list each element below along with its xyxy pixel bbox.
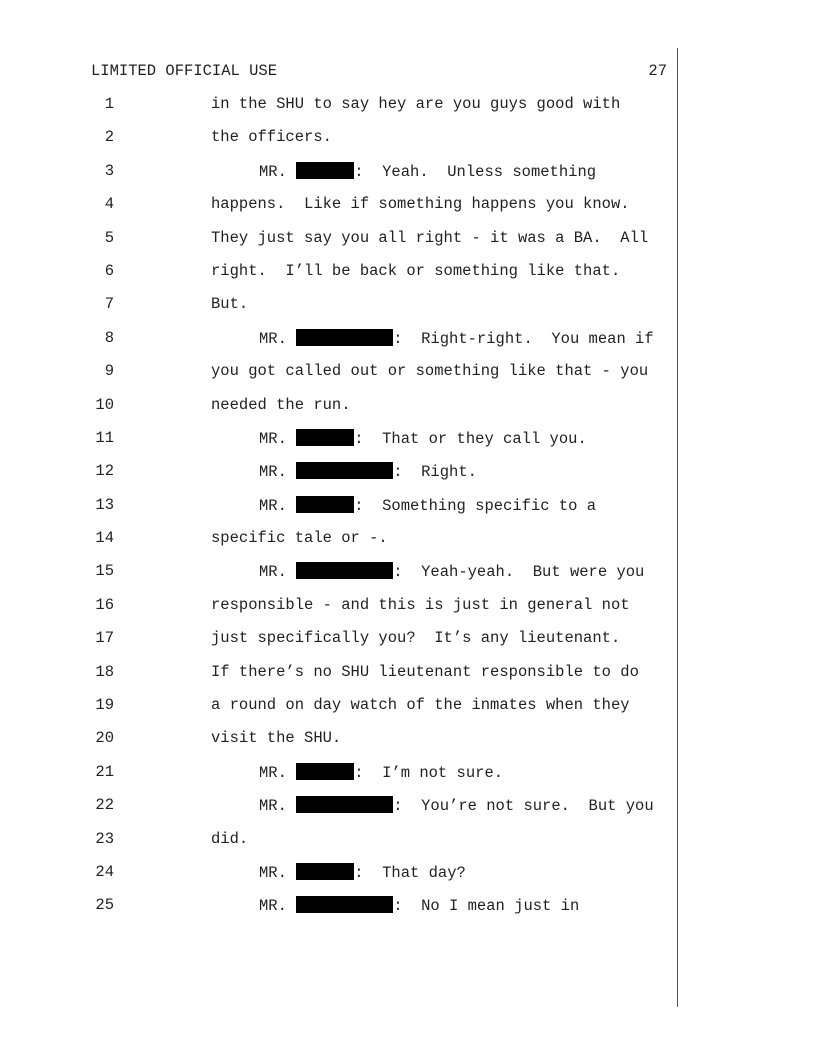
speaker-label: MR. [259,496,287,515]
transcript-line [0,830,816,863]
line-text [259,896,579,915]
transcript-line [0,863,816,896]
line-content: If there’s no SHU lieutenant responsible to do [211,662,639,681]
transcript-line [0,329,816,362]
line-content: needed the run. [211,395,351,414]
speaker-label: MR. [259,863,287,882]
line-content: just specifically you? It’s any lieutenant. [211,629,621,648]
transcript-line [0,462,816,495]
line-text [211,229,648,247]
line-content: you got called out or something like that - you [211,362,649,381]
speaker-label: MR. [259,463,287,482]
line-content: visit the SHU. [211,729,342,748]
line-content: : I’m not sure. [354,763,504,782]
line-text [259,863,466,882]
line-text [259,496,596,515]
line-content: specific tale or -. [211,529,388,548]
line-number: 24 [95,862,114,881]
line-text [211,830,248,848]
transcript-line [0,729,816,762]
transcript-line [0,796,816,829]
redaction-box [296,162,354,179]
line-text [211,529,388,547]
transcript-line [0,629,816,662]
line-content: did. [211,829,249,848]
line-content: : Right. [393,463,477,482]
line-text [211,696,630,714]
line-content: right. I’ll be back or something like that. [211,261,621,280]
line-number: 3 [104,161,114,180]
line-content: : Right-right. You mean if [393,329,654,348]
line-number: 7 [104,295,114,314]
transcript-line [0,529,816,562]
transcript-line [0,195,816,228]
line-number: 9 [104,362,114,381]
line-text [259,329,654,348]
line-text [211,362,648,380]
transcript-line [0,596,816,629]
line-text [211,262,620,280]
transcript-line [0,663,816,696]
line-content: : No I mean just in [393,897,580,916]
line-text [211,596,630,614]
transcript-line [0,229,816,262]
line-text [259,562,644,581]
transcript-line [0,262,816,295]
line-text [211,663,639,681]
line-text [211,396,351,414]
speaker-label: MR. [259,763,287,782]
line-number: 13 [95,495,114,514]
line-content: happens. Like if something happens you know. [211,195,630,214]
transcript-line [0,429,816,462]
page-number: 27 [648,62,667,80]
line-text [211,729,341,747]
line-text [259,796,654,815]
redaction-box [296,329,393,346]
line-text [211,95,620,113]
line-number: 1 [104,95,114,113]
line-content: : That or they call you. [354,429,587,448]
transcript-line [0,128,816,161]
line-number: 19 [95,696,114,715]
line-content: a round on day watch of the inmates when they [211,696,630,715]
line-number: 6 [104,261,114,280]
line-number: 12 [95,462,114,481]
line-content: : Yeah. Unless something [354,162,597,181]
redaction-box [296,462,393,479]
line-text [259,462,477,481]
line-text [259,162,596,181]
line-number: 22 [95,796,114,815]
speaker-label: MR. [259,162,287,181]
line-text [211,128,332,146]
line-number: 11 [95,428,114,447]
line-number: 4 [104,195,114,214]
line-number: 21 [95,762,114,781]
redaction-box [296,796,393,813]
line-text [211,295,248,313]
transcript-line [0,95,816,128]
line-content: : That day? [354,863,466,882]
redaction-box [296,863,354,880]
line-number: 17 [95,629,114,648]
line-content: responsible - and this is just in general not [211,595,630,614]
line-number: 8 [104,328,114,347]
transcript-line [0,295,816,328]
transcript-line [0,562,816,595]
transcript-line [0,396,816,429]
line-number: 2 [104,128,114,147]
transcript-line [0,696,816,729]
classification-header: LIMITED OFFICIAL USE [91,62,278,80]
redaction-box [296,429,354,446]
speaker-label: MR. [259,897,287,916]
line-number: 16 [95,595,114,614]
transcript-line [0,362,816,395]
line-number: 18 [95,662,114,681]
transcript-line [0,896,816,929]
line-content: They just say you all right - it was a BA. All [211,228,649,247]
redaction-box [296,896,393,913]
redaction-box [296,496,354,513]
line-number: 15 [95,562,114,581]
line-text [259,429,587,448]
line-content: in the SHU to say hey are you guys good with [211,95,621,113]
speaker-label: MR. [259,429,287,448]
speaker-label: MR. [259,563,287,582]
redaction-box [296,763,354,780]
line-text [259,763,503,782]
line-number: 14 [95,529,114,548]
line-number: 25 [95,896,114,915]
line-number: 5 [104,228,114,247]
line-content: : You’re not sure. But you [393,797,654,816]
speaker-label: MR. [259,797,287,816]
line-text [211,195,630,213]
speaker-label: MR. [259,329,287,348]
line-content: the officers. [211,128,332,147]
line-text [211,629,620,647]
transcript-lines [0,95,816,930]
line-content: : Yeah-yeah. But were you [393,563,645,582]
transcript-line [0,496,816,529]
line-content: But. [211,295,249,314]
transcript-line [0,763,816,796]
line-number: 20 [95,729,114,748]
line-number: 10 [95,395,114,414]
redaction-box [296,562,393,579]
line-content: : Something specific to a [354,496,597,515]
line-number: 23 [95,829,114,848]
transcript-line [0,162,816,195]
